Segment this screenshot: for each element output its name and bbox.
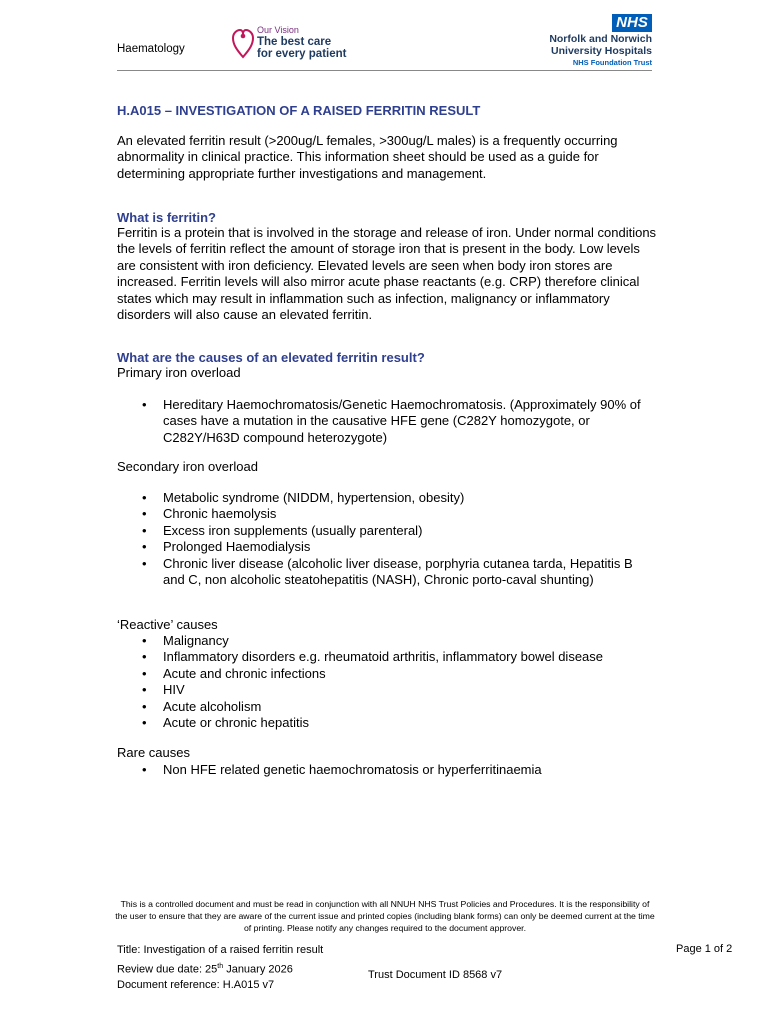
- trust-line-3: NHS Foundation Trust: [572, 58, 652, 67]
- department-label: Haematology: [117, 43, 185, 55]
- list-item: • Malignancy: [117, 633, 677, 649]
- list-item: • Prolonged Haemodialysis: [117, 539, 657, 555]
- list-item: • Excess iron supplements (usually parenteral): [117, 523, 657, 539]
- review-suffix: January 2026: [223, 963, 293, 976]
- footer-title: Title: Investigation of a raised ferritin result: [117, 944, 324, 956]
- rare-label: Rare causes: [117, 745, 190, 760]
- list-item: • Metabolic syndrome (NIDDM, hypertension, obesity): [117, 490, 657, 506]
- intro-paragraph: An elevated ferritin result (>200ug/L females, >300ug/L males) is a frequently occurring abnormality in clinical practice. This information sheet should be used as a guide for determining appropriate further investigations and management.: [117, 133, 618, 181]
- trust-line-1: Norfolk and Norwich: [549, 33, 652, 45]
- trust-name: [549, 34, 652, 69]
- list-item: • Hereditary Haemochromatosis/Genetic Haemochromatosis. (Approximately 90% of cases have a mutation in the causative HFE gene (C282Y homozygote, or C282Y/H63D compound heterozygote): [117, 397, 657, 446]
- reactive-list: [117, 633, 677, 731]
- footer-info: [117, 943, 323, 993]
- what-is-ferritin-body: Ferritin is a protein that is involved in the storage and release of iron. Under normal conditions the levels of ferritin reflect the amount of storage iron that is present in the body. Low levels are consistent with iron deficiency. Elevated levels are seen when body iron stores are increased. Ferritin levels will also mirror acute phase reactants (e.g. CRP) therefore clinical states which may result in inflammation such as infection, malignancy or inflammatory disorders will also cause an elevated ferritin.: [117, 225, 657, 323]
- secondary-label: Secondary iron overload: [117, 459, 258, 474]
- vision-slogan: [257, 36, 346, 60]
- vision-line-2: for every patient: [257, 48, 347, 60]
- list-item: • HIV: [117, 682, 677, 698]
- document-title: H.A015 – INVESTIGATION OF A RAISED FERRITIN RESULT: [117, 103, 481, 118]
- vision-small-text: Our Vision: [257, 25, 299, 35]
- list-item: • Acute and chronic infections: [117, 666, 677, 682]
- review-sup: th: [217, 962, 224, 970]
- vision-line-1: The best care: [257, 36, 332, 48]
- rare-list: [117, 762, 657, 778]
- review-prefix: Review due date: 25: [117, 963, 218, 976]
- footer-doc-ref: Document reference: H.A015 v7: [117, 978, 275, 991]
- causes-heading: What are the causes of an elevated ferritin result?: [117, 350, 425, 365]
- primary-list: [117, 397, 657, 446]
- list-item: • Non HFE related genetic haemochromatosis or hyperferritinaemia: [117, 762, 657, 778]
- header-divider: [117, 70, 652, 71]
- page-number: Page 1 of 2: [676, 943, 733, 955]
- primary-label: Primary iron overload: [117, 365, 241, 380]
- reactive-label: ‘Reactive’ causes: [117, 617, 218, 632]
- trust-document-id: Trust Document ID 8568 v7: [368, 969, 503, 981]
- list-item: • Acute alcoholism: [117, 699, 677, 715]
- our-vision-logo: [232, 25, 372, 65]
- secondary-list: [117, 490, 657, 588]
- footer-review-date: [117, 959, 323, 978]
- controlled-document-notice: This is a controlled document and must be read in conjunction with all NNUH NHS Trust Policies and Procedures. It is the responsibility of the user to ensure that they are aware of the current issue and printed copies (including blank forms) can only be deemed current at the time of printing. Please notify any changes required to the document approver.: [115, 899, 655, 933]
- list-item: • Chronic haemolysis: [117, 506, 657, 522]
- list-item: • Inflammatory disorders e.g. rheumatoid arthritis, inflammatory bowel disease: [117, 649, 677, 665]
- what-is-ferritin-heading: What is ferritin?: [117, 210, 216, 225]
- heart-logo-icon: [232, 27, 254, 59]
- list-item: • Chronic liver disease (alcoholic liver disease, porphyria cutanea tarda, Hepatitis B and C, non alcoholic steatohepatitis (NASH), Chronic porto-caval shunting): [117, 556, 657, 589]
- list-item: • Acute or chronic hepatitis: [117, 715, 677, 731]
- trust-line-2: University Hospitals: [551, 44, 652, 57]
- nhs-logo: NHS: [612, 14, 652, 32]
